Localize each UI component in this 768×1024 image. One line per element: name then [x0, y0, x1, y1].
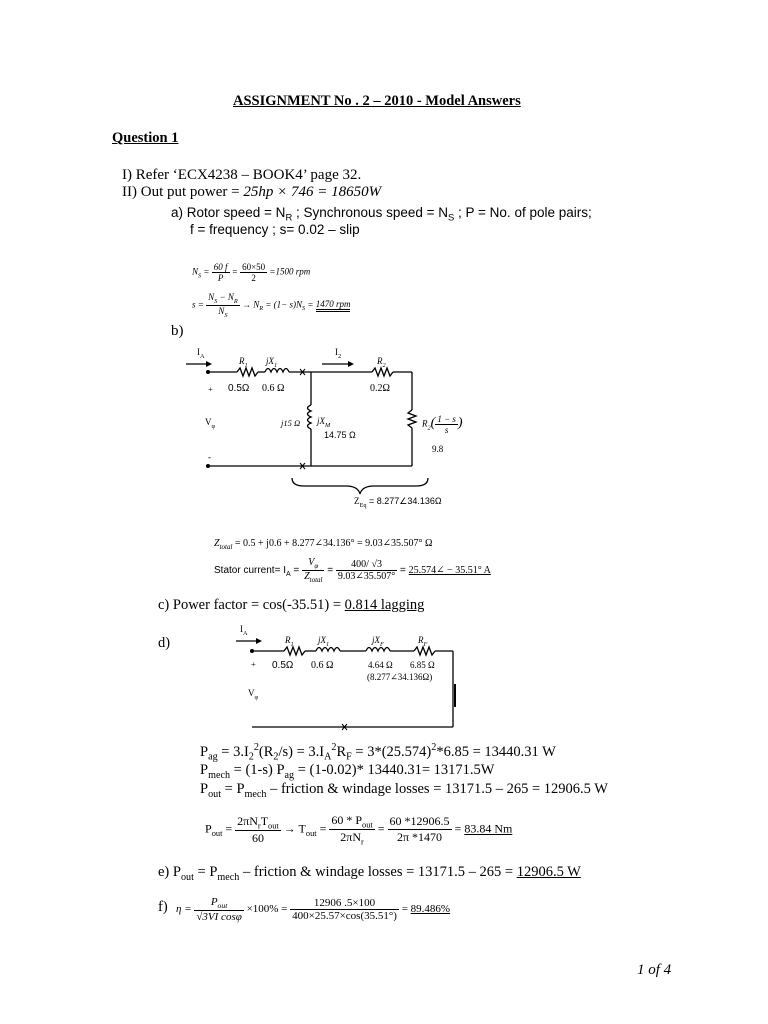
eq-slip-num: N	[208, 292, 215, 302]
part-e-sub1: out	[180, 871, 194, 883]
part-f-f1-den: √3VI cosφ	[196, 911, 242, 924]
part-f-f2-num: 12906 .5×100	[290, 897, 399, 910]
stator-sub: A	[285, 571, 291, 579]
circuit-b-zeq-sub: Eq	[359, 501, 367, 509]
pmech-p: P	[200, 762, 209, 778]
ztotal-rhs: = 0.5 + j0.6 + 8.277∠34.136° = 9.03∠35.507° Ω	[232, 538, 433, 549]
part-a-text3: ; P = No. of pole pairs;	[454, 205, 592, 220]
part-a-sub-s: S	[447, 212, 455, 224]
pag-line	[200, 742, 556, 763]
eq-slip-den: N	[218, 305, 225, 316]
circuit-d-r1-val: 0.5Ω	[272, 660, 294, 671]
pmech-text1: = (1-s) P	[230, 762, 285, 778]
circuit-b-jxm-val: 14.75 Ω	[324, 430, 356, 440]
circuit-d-vphi-sub: φ	[254, 693, 259, 701]
circuit-b-r2-text: R	[377, 356, 383, 366]
stator-label: Stator current= I	[214, 565, 286, 577]
part-f-eq: η = $\frac{P_{out}}{\text{√3VI cosφ}}$ ×100% = $\frac{12906 .5\times 100}{400\times 25.57\times\cos(35.51^\circ)}$ = 89.486%	[176, 896, 451, 924]
circuit-d-rf-sub: F	[423, 640, 428, 648]
stator-frac1-num-sub: φ	[314, 562, 319, 570]
pag-text4: R	[336, 743, 347, 760]
part-f-label: f)	[158, 899, 168, 915]
eq-ns-frac2-num: 60×50	[242, 262, 266, 272]
circuit-b-r2-val: 0.2Ω	[370, 383, 390, 394]
pmech-sub: mech	[208, 769, 231, 781]
eq-ns-frac1-den: P	[217, 273, 224, 283]
pmech-text2: = (1-0.02)* 13440.31= 13171.5W	[294, 762, 495, 778]
torque-p-sub: out	[211, 829, 223, 839]
circuit-b-r1-sub: 1	[244, 361, 248, 369]
page-title: ASSIGNMENT No . 2 – 2010 - Model Answers	[233, 93, 521, 109]
eq-slip-mid: → N	[241, 299, 260, 310]
torque-f3-den: 2π *1470	[397, 830, 443, 845]
pag-text3: /s) = 3.I	[278, 743, 325, 760]
eq-slip-mid3: =	[305, 299, 316, 310]
part-ii-label: II) Out put power =	[122, 184, 244, 200]
eq-slip-num-sub2: R	[233, 297, 238, 305]
torque-t-sub: out	[305, 829, 317, 839]
torque-f1-num-s1: r	[257, 821, 261, 831]
eq-ns-lhs-sub: S	[198, 272, 202, 280]
circuit-b-jxm-text: jX	[317, 416, 325, 426]
circuit-b-zeq-val: = 8.277∠34.136Ω	[366, 496, 442, 506]
eq-slip-den-sub: S	[224, 311, 228, 319]
question-heading: Question 1	[112, 130, 179, 146]
part-e-text3: – friction & windage losses = 13171.5 – 265 =	[239, 864, 517, 880]
circuit-d-ia-text: I	[240, 624, 243, 634]
pout-p: P	[200, 781, 209, 797]
circuit-b-rload-sub: 2	[427, 424, 431, 432]
circuit-b-jxm-pre: j15 Ω	[281, 418, 301, 428]
part-f-eta: η =	[176, 903, 192, 916]
torque-f2-num-sub: out	[362, 820, 373, 830]
circuit-d-plus: +	[251, 659, 256, 669]
part-a-sub-r: R	[285, 212, 293, 224]
circuit-d-jxf-sub: F	[380, 640, 384, 648]
circuit-d-jx1-sub: 1	[326, 640, 330, 648]
pag-text5: = 3*(25.574)	[351, 743, 432, 760]
circuit-b-jxm-sub: M	[325, 421, 331, 429]
circuit-d-vphi-text: V	[248, 688, 255, 698]
pout-line	[200, 781, 608, 800]
pag-sup3: 2	[331, 742, 337, 753]
eq-slip-mid2-sub: S	[301, 305, 306, 313]
pag-text2: (R	[258, 743, 274, 760]
circuit-b-r1-text: R	[239, 356, 245, 366]
pag-sub: ag	[208, 751, 218, 763]
part-e	[158, 864, 581, 883]
part-f-frac2	[290, 897, 399, 922]
eq-slip-mid2: = (1− s)N	[263, 299, 302, 310]
pmech-s2: ag	[284, 769, 295, 781]
part-a-text1: a) Rotor speed = N	[171, 205, 286, 220]
eq-slip-result: 1470 rpm	[316, 299, 351, 312]
circuit-d-r1	[285, 635, 294, 648]
stator-frac1-num: V	[308, 557, 315, 568]
pag-sup1: 2	[253, 742, 259, 753]
stator-result: 25.574∠ − 35.51° A	[408, 565, 491, 577]
circuit-d-rf	[418, 635, 427, 648]
page-number: 1 of 4	[637, 962, 672, 978]
stator-current-eq: Stator current= $I_A$ = $\frac{V_\varphi}{Z_{total}}$ = $\frac{400/ √3}{9.03\angle 35.507^\circ}$ = 25.574∠ − 35.51° A	[214, 557, 491, 584]
torque-eq: $P_{out}$ = $\frac{2\pi N_rT_{out}}{60}$ → $T_{out}$ = $\frac{60 * P_{out}}{2\pi N_r}$ = $\frac{60 *12906.5}{2\pi *1470}$ = 83.84 Nm	[205, 813, 513, 847]
part-e-text1: e) P	[158, 864, 181, 880]
pag-s4: F	[346, 751, 352, 763]
torque-arrow: → T	[283, 821, 306, 836]
circuit-b-r2-sub: 2	[382, 361, 386, 369]
part-e-text2: = P	[193, 864, 218, 880]
torque-frac3	[388, 814, 452, 845]
pag-text1: = 3.I	[217, 743, 249, 760]
pag-s3: A	[324, 751, 332, 763]
torque-f3-num: 60 *12906.5	[389, 814, 450, 829]
circuit-b-x1-val: 0.6 Ω	[262, 383, 285, 394]
part-i: I) Refer ‘ECX4238 – BOOK4’ page 32.	[122, 167, 362, 183]
eq-ns-frac1-num: 60 f	[213, 262, 228, 272]
eq-slip-mid-sub: R	[259, 305, 264, 313]
circuit-d-jx1-text: jX	[318, 635, 326, 645]
circuit-d-rf-val: 6.85 Ω	[410, 660, 435, 670]
ztotal-lhs: Z	[214, 538, 220, 549]
circuit-b-r1-val: 0.5Ω	[228, 383, 250, 394]
eq-ns-frac2-den: 2	[251, 273, 256, 283]
pag-s2: 2	[273, 751, 279, 763]
ztotal-sub: total	[219, 543, 233, 551]
circuit-b-rload-val: 9.8	[432, 444, 444, 454]
pout-text2: – friction & windage losses = 13171.5 – 265 = 12906.5 W	[266, 781, 608, 797]
torque-f1-num-t: T	[260, 813, 269, 828]
part-a-text2: ; Synchronous speed = N	[292, 205, 448, 220]
torque-f2-den-sub: r	[361, 837, 364, 847]
circuit-b-vphi-text: V	[205, 417, 212, 427]
pag-s1: 2	[248, 751, 254, 763]
part-c-result: 0.814 lagging	[344, 597, 425, 613]
circuit-d-zf-val: (8.277∠34.136Ω)	[367, 672, 433, 682]
pag-text6: *6.85 = 13440.31 W	[436, 743, 556, 760]
circuit-b-rload-num: 1 − s	[437, 414, 456, 424]
circuit-d-ia	[240, 624, 248, 637]
part-f-frac1	[194, 896, 243, 923]
pout-sub: out	[208, 788, 222, 800]
pag-p: P	[200, 743, 209, 760]
part-f-mid: ×100% =	[246, 903, 288, 916]
part-a-line2: f = frequency ; s= 0.02 – slip	[190, 222, 360, 237]
pout-s2: mech	[244, 788, 267, 800]
circuit-b-i2-sub: 2	[338, 352, 342, 360]
circuit-d-r1-text: R	[285, 635, 291, 645]
circuit-d-vphi	[248, 688, 258, 701]
circuit-b-vphi-sub: φ	[211, 422, 216, 430]
circuit-d-jx1	[318, 635, 329, 648]
part-e-sub2: mech	[217, 871, 240, 883]
circuit-d-jxf-text: jX	[372, 635, 380, 645]
eq-ns: $N_S$ = $\frac{60 f}{P}$ = $\frac{60\times 50}{2}$ =1500 rpm	[192, 262, 311, 283]
stator-frac2-den: 9.03∠35.507°	[337, 571, 396, 582]
part-ii-expr: 25hp × 746 = 18650W	[243, 184, 382, 200]
part-e-result: 12906.5 W	[516, 864, 581, 880]
circuit-b-jx1-sub: 1	[274, 361, 278, 369]
eq-slip-num-sub1: S	[214, 297, 218, 305]
circuit-d-x1-val: 0.6 Ω	[311, 660, 334, 671]
stator-frac1-den: Z	[304, 571, 310, 582]
stator-frac1-den-sub: total	[309, 576, 323, 584]
circuit-b-minus: -	[208, 452, 211, 462]
stator-eq: =	[290, 565, 303, 577]
circuit-b-rload-text: R	[422, 418, 428, 429]
torque-f2-den: 2πN	[340, 830, 362, 845]
pag-sup5: 2	[431, 742, 437, 753]
eq-slip-lhs: s =	[192, 299, 204, 310]
part-f-f2-den: 400×25.57×cos(35.51°)	[292, 910, 397, 923]
part-f-f1-num: P	[210, 896, 218, 908]
torque-f1-num: 2πN	[237, 813, 258, 828]
torque-result: 83.84 Nm	[464, 821, 513, 836]
part-f-f1-num-sub: out	[217, 901, 228, 911]
circuit-b-i2-text: I	[335, 347, 338, 357]
torque-frac2	[329, 813, 374, 847]
circuit-d-r1-sub: 1	[290, 640, 294, 648]
pout-text1: = P	[221, 781, 245, 797]
circuit-d-xf-val: 4.64 Ω	[368, 660, 393, 670]
part-c-text: c) Power factor = cos(-35.51) =	[158, 597, 345, 613]
torque-frac1	[235, 814, 281, 846]
circuit-d-ia-sub: A	[243, 629, 248, 637]
torque-p: P	[205, 821, 212, 836]
torque-f1-num-s2: out	[268, 821, 279, 831]
part-b-label: b)	[171, 323, 184, 339]
pmech-line	[200, 762, 494, 781]
eq-ns-result: =1500 rpm	[269, 266, 311, 277]
circuit-b-zeq-text: Z	[354, 496, 360, 506]
circuit-b-jx1-text: jX	[266, 356, 274, 366]
circuit-b-rload: $R_2$( $\frac{1 - s}{s}$ )	[422, 414, 463, 435]
circuit-b-rload-den: s	[444, 425, 449, 435]
circuit-b-ia-text: I	[197, 347, 200, 357]
torque-f2-num: 60 * P	[331, 813, 363, 827]
stator-frac2-num: 400/ √3	[336, 559, 397, 571]
circuit-b-ia-sub: A	[200, 352, 205, 360]
torque-f1-den: 60	[251, 831, 264, 846]
circuit-d-rf-text: R	[418, 635, 424, 645]
part-f-result: 89.486%	[410, 903, 451, 916]
circuit-d-jxf	[372, 635, 384, 648]
part-d-label: d)	[158, 635, 171, 651]
circuit-b-plus: +	[208, 384, 213, 394]
eq-slip-num-mid: − N	[217, 292, 234, 302]
eq-ns-lhs: N	[192, 266, 199, 277]
